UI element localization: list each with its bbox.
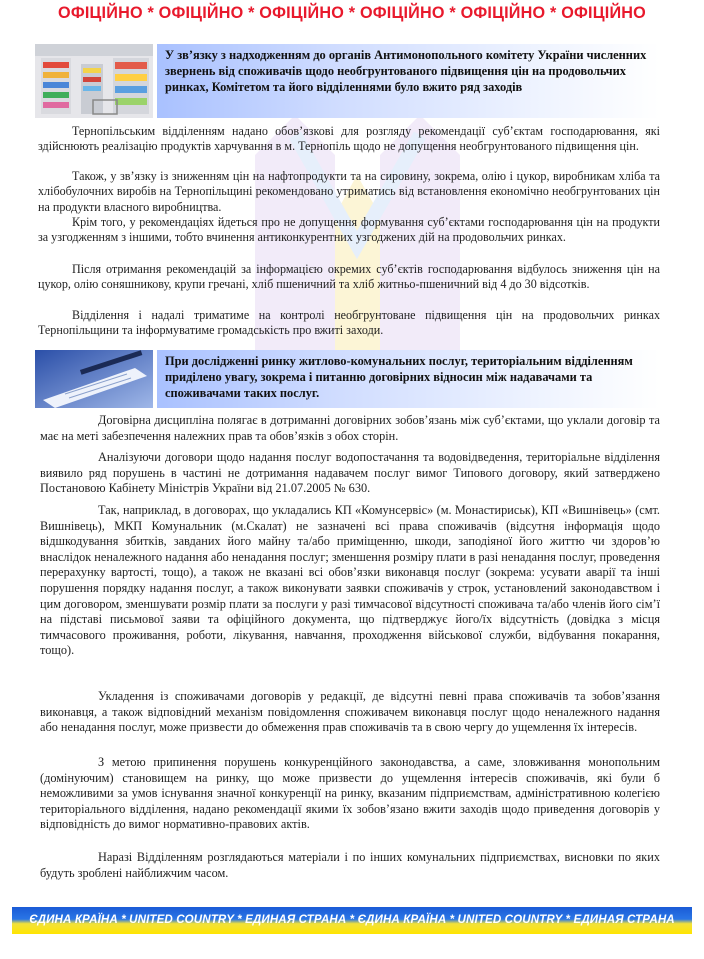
section2-paragraph: Так, наприклад, в договорах, що укладались КП «Комунсервіс» (м. Монастириськ), КП «Вишнівець» (смт. Вишнівець), МКП Комунальник (м.Скалат) не зазначені всі права споживачів (відсутня інформація щодо відшкодування збитків, завданих його майну та/або приміщенню, шкоди, заподіяної його життю чи здоров’ю внаслідок неналежного надання або ненадання послуг; зменшення розміру плати в разі ненадання послуг, проведення перерахунку вартості, тощо), а також не вказані всі обов’язки виконавця послуг (зокрема: усувати аварії та інші порушення порядку надання послуг, а також виконувати заявки споживачів у строк, установлений законодавством і цим договором, зменшувати розмір плати за послуги у разі тимчасової відсутності споживача та/або членів його сім’ї на підставі письмової заяви та офіційного документа, що підтверджує його/їх відсутність (довідка з місця тимчасового проживання, роботи, лікування, навчання, проходження військової служби, відбування покарання, тощо).	[40, 503, 660, 658]
section1-paragraph: Тернопільським відділенням надано обов’язкові для розгляду рекомендації суб’єктам господарювання, які здійснюють реалізацію продуктів харчування в м. Тернопіль щодо не допущення необгрунтованого підвищення цін.	[38, 124, 660, 154]
section1-paragraph: Відділення і надалі триматиме на контролі необгрунтоване підвищення цін на продовольчих ринках Тернопільщини та інформуватиме громадськість про вжиті заходи.	[38, 308, 660, 338]
supermarket-shelves-photo	[35, 44, 153, 118]
section1-paragraph: Після отримання рекомендацій за інформацією окремих суб’єктів господарювання відбулось зниження цін на цукор, олію соняшникову, крупи гречані, хліб пшеничний та хліб житньо-пшеничний від 4 до 30 відсотків.	[38, 262, 660, 292]
section2-paragraph: З метою припинення порушень конкуренційного законодавства, а саме, зловживання монопольним (домінуючим) становищем на ринку, що може призвести до ущемлення інтересів споживачів, які були б неможливими за умов існування значної конкуренції на ринку, вказаним підприємствам, адміністративною колегією територіального відділення, надано рекомендації якими їх зобов’язано вжити заходів щодо приведення договорів у відповідність до вимог нормативно-правових актів.	[40, 755, 660, 832]
section2-paragraph: Наразі Відділенням розглядаються матеріали і по інших комунальних підприємствах, висновки по яких будуть зроблені найближчим часом.	[40, 850, 660, 880]
united-country-text: ЄДИНА КРАЇНА * UNITED COUNTRY * ЕДИНАЯ СТРАНА * ЄДИНА КРАЇНА * UNITED COUNTRY * ЕДИНАЯ СТРАНА	[29, 913, 675, 926]
pen-on-documents-photo	[35, 350, 153, 408]
section1-header	[35, 44, 659, 118]
section2-header	[35, 350, 659, 408]
section2-paragraph: Договірна дисципліна полягає в дотриманні договірних зобов’язань між суб’єктами, що уклали договір та має на меті забезпечення належних прав та обов’язків з обох сторін.	[40, 413, 660, 443]
section1-paragraph: Крім того, у рекомендаціях йдеться про не допущення формування суб’єктами господарювання цін на продукти за узгодженням з іншими, тобто вчинення антиконкурентних узгоджених дій на продовольчих ринках.	[38, 215, 660, 245]
official-banner: ОФІЦІЙНО * ОФІЦІЙНО * ОФІЦІЙНО * ОФІЦІЙНО * ОФІЦІЙНО * ОФІЦІЙНО	[58, 4, 646, 22]
section2-paragraph: Аналізуючи договори щодо надання послуг водопостачання та водовідведення, територіальне відділення виявило ряд порушень в частині не дотримання надавачем послуг вимог Типового договору, який затверджено Постановою Кабінету Міністрів України від 21.07.2005 № 630.	[40, 450, 660, 496]
united-country-banner	[12, 907, 692, 934]
section1-heading: У зв’язку з надходженням до органів Антимонопольного комітету України численних звернень від споживачів щодо необгрунтованого підвищення цін на продовольчих ринках, Комітетом та його відділеннями було вжито ряд заходів	[157, 44, 660, 118]
section2-paragraph: Укладення із споживачами договорів у редакції, де відсутні певні права споживачів та зобов’язання виконавця, а також відповідний механізм повідомлення споживачем виконавця послуг щодо неналежного надання або ненадання послуг, може призвести до обмеження прав споживачів та в свою чергу до ущемлення їх інтересів.	[40, 689, 660, 735]
section1-paragraph: Також, у зв’язку із зниженням цін на нафтопродукти та на сировину, зокрема, олію і цукор, виробникам хліба та хлібобулочних виробів на Тернопільщині рекомендовано утриматись від встановлення економічно необгрунтованих цін на продукти власного виробництва.	[38, 169, 660, 214]
section2-heading: При дослідженні ринку житлово-комунальних послуг, територіальним відділенням приділено увагу, зокрема і питанню договірних відносин між надавачами та споживачами таких послуг.	[157, 350, 660, 408]
